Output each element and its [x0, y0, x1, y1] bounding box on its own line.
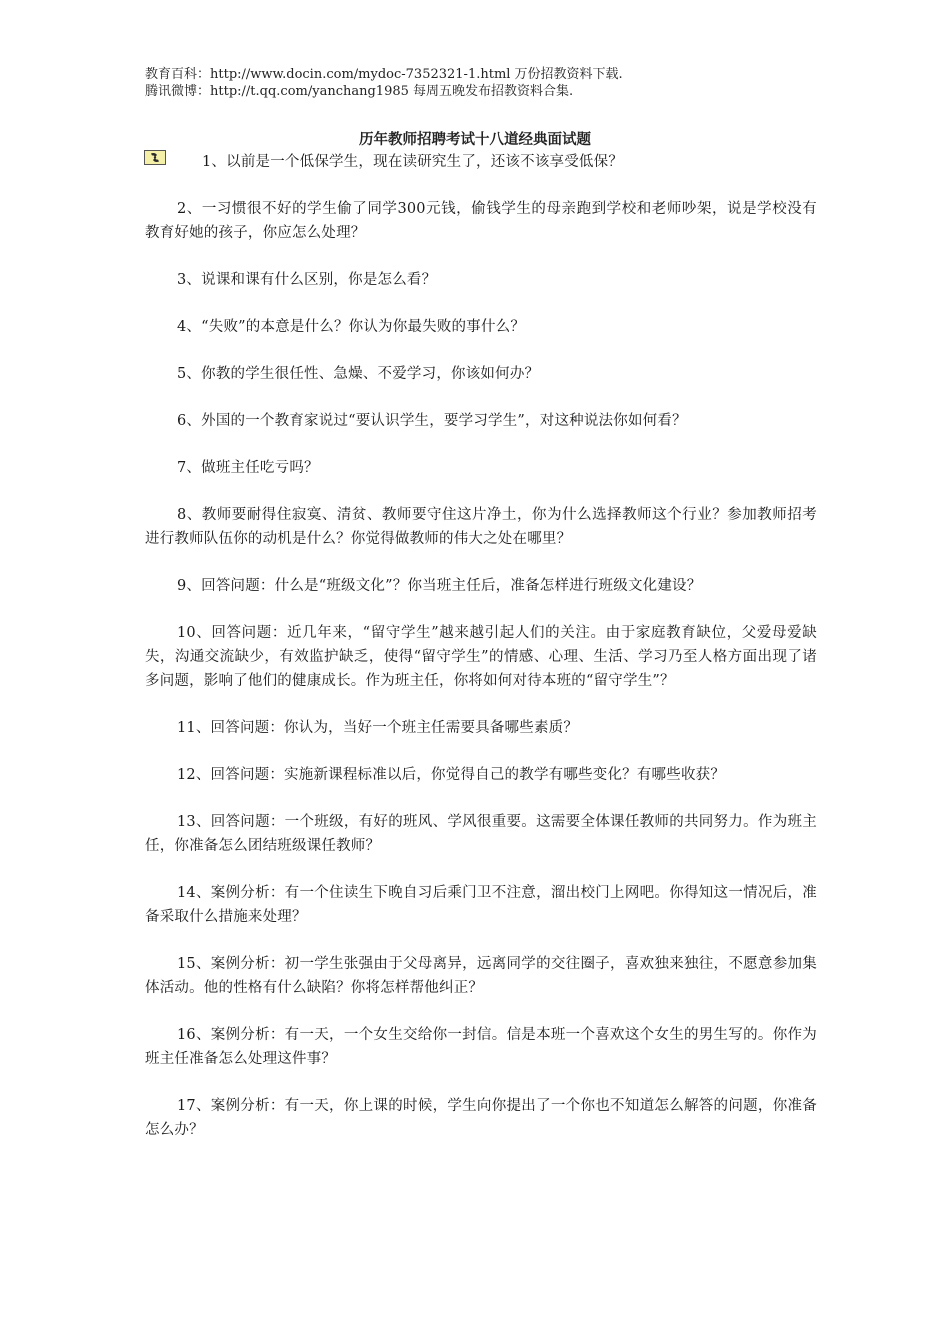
document-title: 历年教师招聘考试十八道经典面试题 — [359, 131, 591, 148]
question-7: 7、做班主任吃亏吗？ — [177, 460, 319, 476]
question-11: 11、回答问题：你认为，当好一个班主任需要具备哪些素质？ — [177, 720, 579, 736]
question-13: 13、回答问题：一个班级，有好的班风、学风很重要。这需要全体课任教师的共同努力。作为班主任，你准备怎么团结班级课任教师？ — [145, 814, 817, 854]
question-14: 14、案例分析：有一个住读生下晚自习后乘门卫不注意，溜出校门上网吧。你得知这一情况后，准备采取什么措施来处理？ — [145, 885, 817, 925]
question-1: 1、以前是一个低保学生，现在读研究生了，还该不该享受低保？ — [202, 154, 624, 170]
header-weibo-link[interactable]: 腾讯微博：http://t.qq.com/yanchang1985 每周五晚发布招教资料合集. — [145, 84, 574, 99]
question-4: 4、“失败”的本意是什么？你认为你最失败的事什么？ — [177, 319, 526, 335]
question-5: 5、你教的学生很任性、急燥、不爱学习，你该如何办？ — [177, 366, 540, 382]
question-17: 17、案例分析：有一天，你上课的时候，学生向你提出了一个你也不知道怎么解答的问题，你准备怎么办？ — [145, 1098, 817, 1138]
question-list — [145, 150, 817, 1165]
question-15: 15、案例分析：初一学生张强由于父母离异，远离同学的交往圈子，喜欢独来独往，不愿意参加集体活动。他的性格有什么缺陷？你将怎样帮他纠正？ — [145, 956, 817, 996]
question-2: 2、一习惯很不好的学生偷了同学300元钱，偷钱学生的母亲跑到学校和老师吵架，说是学校没有教育好她的孩子，你应怎么处理？ — [145, 201, 817, 241]
header-docin-link[interactable]: 教育百科：http://www.docin.com/mydoc-7352321-1.html 万份招教资料下载. — [145, 67, 623, 82]
question-8: 8、教师要耐得住寂寞、清贫、教师要守住这片净土，你为什么选择教师这个行业？参加教师招考进行教师队伍你的动机是什么？你觉得做教师的伟大之处在哪里？ — [145, 507, 817, 547]
question-3: 3、说课和课有什么区别，你是怎么看？ — [177, 272, 437, 288]
question-16: 16、案例分析：有一天，一个女生交给你一封信。信是本班一个喜欢这个女生的男生写的。你作为班主任准备怎么处理这件事？ — [145, 1027, 817, 1067]
question-6: 6、外国的一个教育家说过“要认识学生，要学习学生”，对这种说法你如何看？ — [177, 413, 687, 429]
question-10: 10、回答问题：近几年来，“留守学生”越来越引起人们的关注。由于家庭教育缺位，父爱母爱缺失，沟通交流缺少，有效监护缺乏，使得“留守学生”的情感、心理、生活、学习乃至人格方面出现了诸多问题，影响了他们的健康成长。作为班主任，你将如何对待本班的“留守学生”？ — [145, 625, 817, 689]
question-12: 12、回答问题：实施新课程标准以后，你觉得自己的教学有哪些变化？有哪些收获？ — [177, 767, 726, 783]
page-header — [145, 66, 623, 100]
question-9: 9、回答问题：什么是“班级文化”？你当班主任后，准备怎样进行班级文化建设？ — [177, 578, 702, 594]
